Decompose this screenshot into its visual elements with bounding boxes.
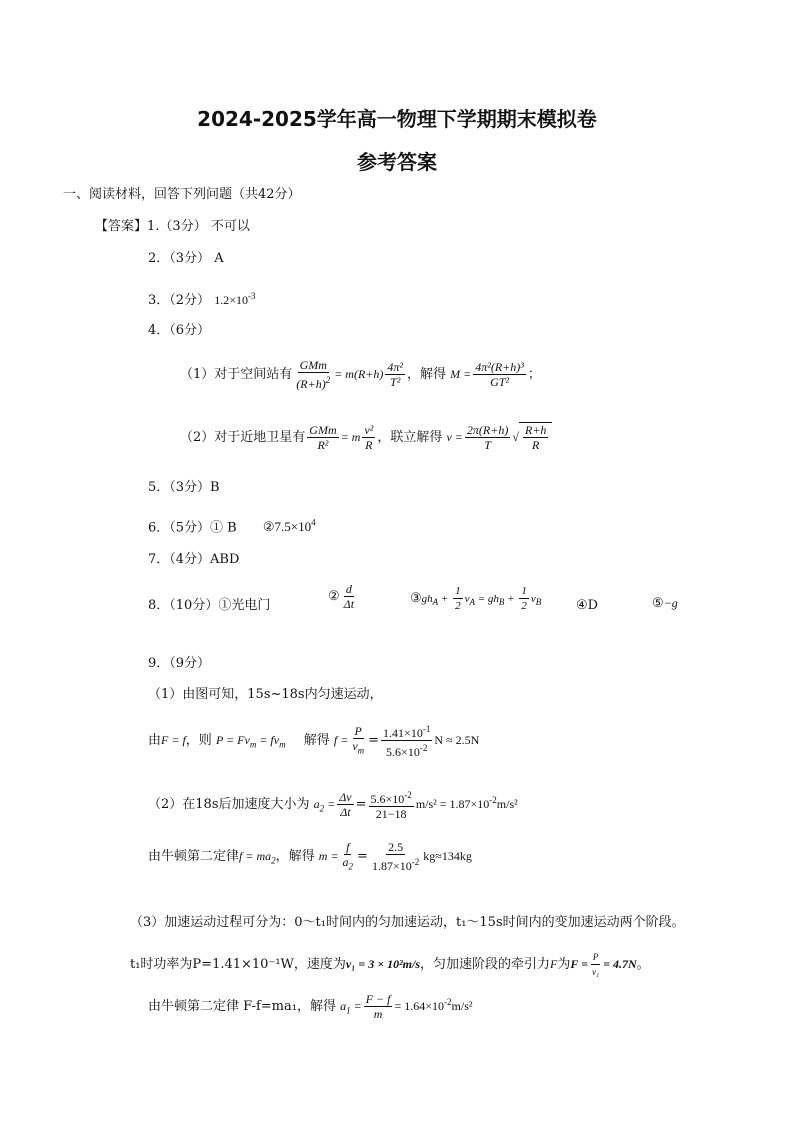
q9-part2: （2）在18s后加速度大小为 $a_2$ = $\frac{\Delta v}{\Delta t}$ = $\frac{5.6\times 10^{-2}}{21-18}$ $m/s^2 = 1.87\times 10^{-2}m/s^2$ <box>148 790 518 821</box>
q4-part2: （2）对于近地卫星有 $\frac{\text{GMm}}{\text{R²}}$ = m $\frac{\text{v²}}{R}$ ，联立解得 v = $\frac{2\pi(R+h)}{T}$ √ $\frac{R+h}{R}$ <box>180 422 552 452</box>
q3-row <box>148 288 255 309</box>
q9-part1: （1）由图可知，15s~18s内匀速运动， <box>148 687 383 702</box>
q9-part1-equation: 由F = f，则 $P = Fv_m = fv_m$ 解得 f = $\frac{P}{v_m}$ = $\frac{1.41\times 10^{-1}}{5.6\times 10^{-2}}$ N ≈ 2.5N <box>148 723 480 759</box>
q3-label: 3．（2分） <box>148 293 211 308</box>
q1-answer: 不可以 <box>210 219 250 234</box>
q8-a5: ⑤−g <box>652 596 678 611</box>
q2-answer: A <box>214 251 224 266</box>
q7-row: 7．（4分）ABD <box>148 552 240 567</box>
q2-row <box>148 251 224 267</box>
q6-a1: ① B <box>210 520 237 536</box>
q9-part3: 由牛顿第二定律$f = ma_2$，解得 m = $\frac{f}{a_2}$ = $\frac{2.5}{1.87\times 10^{-2}}$ kg≈134kg <box>148 840 472 874</box>
q1-row <box>95 219 250 235</box>
section-heading: 一、阅读材料，回答下列问题（共42分） <box>63 187 301 202</box>
answer-tag: 【答案】 <box>95 219 148 234</box>
q4-label: 4．（6分） <box>148 323 211 338</box>
q9-label: 9．（9分） <box>148 656 211 671</box>
q1-label: 1.（3分） <box>147 219 207 234</box>
q9-part6: 由牛顿第二定律 F-f=ma₁，解得 $a_1$ = $\frac{F - f}{m}$ = $1.64\times 10^{-2}m/s^2$ <box>148 992 473 1021</box>
q6-a2-value: $7.5\times 10^4$ <box>274 518 316 535</box>
q9-part5: t₁时功率为P=1.41×10⁻¹W，速度为v₁ = 3 × 10²m/s，匀加速阶段的牵引力F为F = $\frac{P}{\text{v₁}}$ = 4.7N。 <box>130 952 650 977</box>
q4-part1: （1）对于空间站有 $\frac{\text{GMm}}{(R+h)^2}$ = m(R+h) $\frac{\text{4π²}}{\text{T²}}$ ，解得 M = $\frac{\text{4π²(R+h)³}}{\text{GT²}}$ ； <box>180 358 541 391</box>
q3-answer: $1.2\times 10^{-3}$ <box>214 291 256 307</box>
q9-part4: （3）加速运动过程可分为：0～t₁时间内的匀加速运动，t₁～15s时间内的变加速运动两个阶段。 <box>130 915 685 930</box>
q8-a4: ④D <box>576 598 599 613</box>
q8-a1: ①光电门 <box>218 598 271 613</box>
q6-row: 6．（5分）① B $②7.5\times 10^4$ <box>148 518 316 536</box>
q8-a3: $③gh_A$ + $\frac{1}{2}$ $v_A = gh_B$ + $\frac{1}{2}$ $v_B$ <box>410 585 542 612</box>
page-title: 2024-2025学年高一物理下学期期末模拟卷 <box>197 107 597 131</box>
q2-label: 2．（3分） <box>148 251 211 266</box>
q5-row: 5．（3分）B <box>148 480 220 495</box>
q8-row: 8．（10分）①光电门 <box>148 598 271 613</box>
q8-a2: ② $\frac{d}{\Delta t}$ <box>328 582 355 611</box>
page-subtitle: 参考答案 <box>357 150 437 174</box>
q7-answer: ABD <box>210 552 240 567</box>
q5-answer: B <box>210 480 220 495</box>
